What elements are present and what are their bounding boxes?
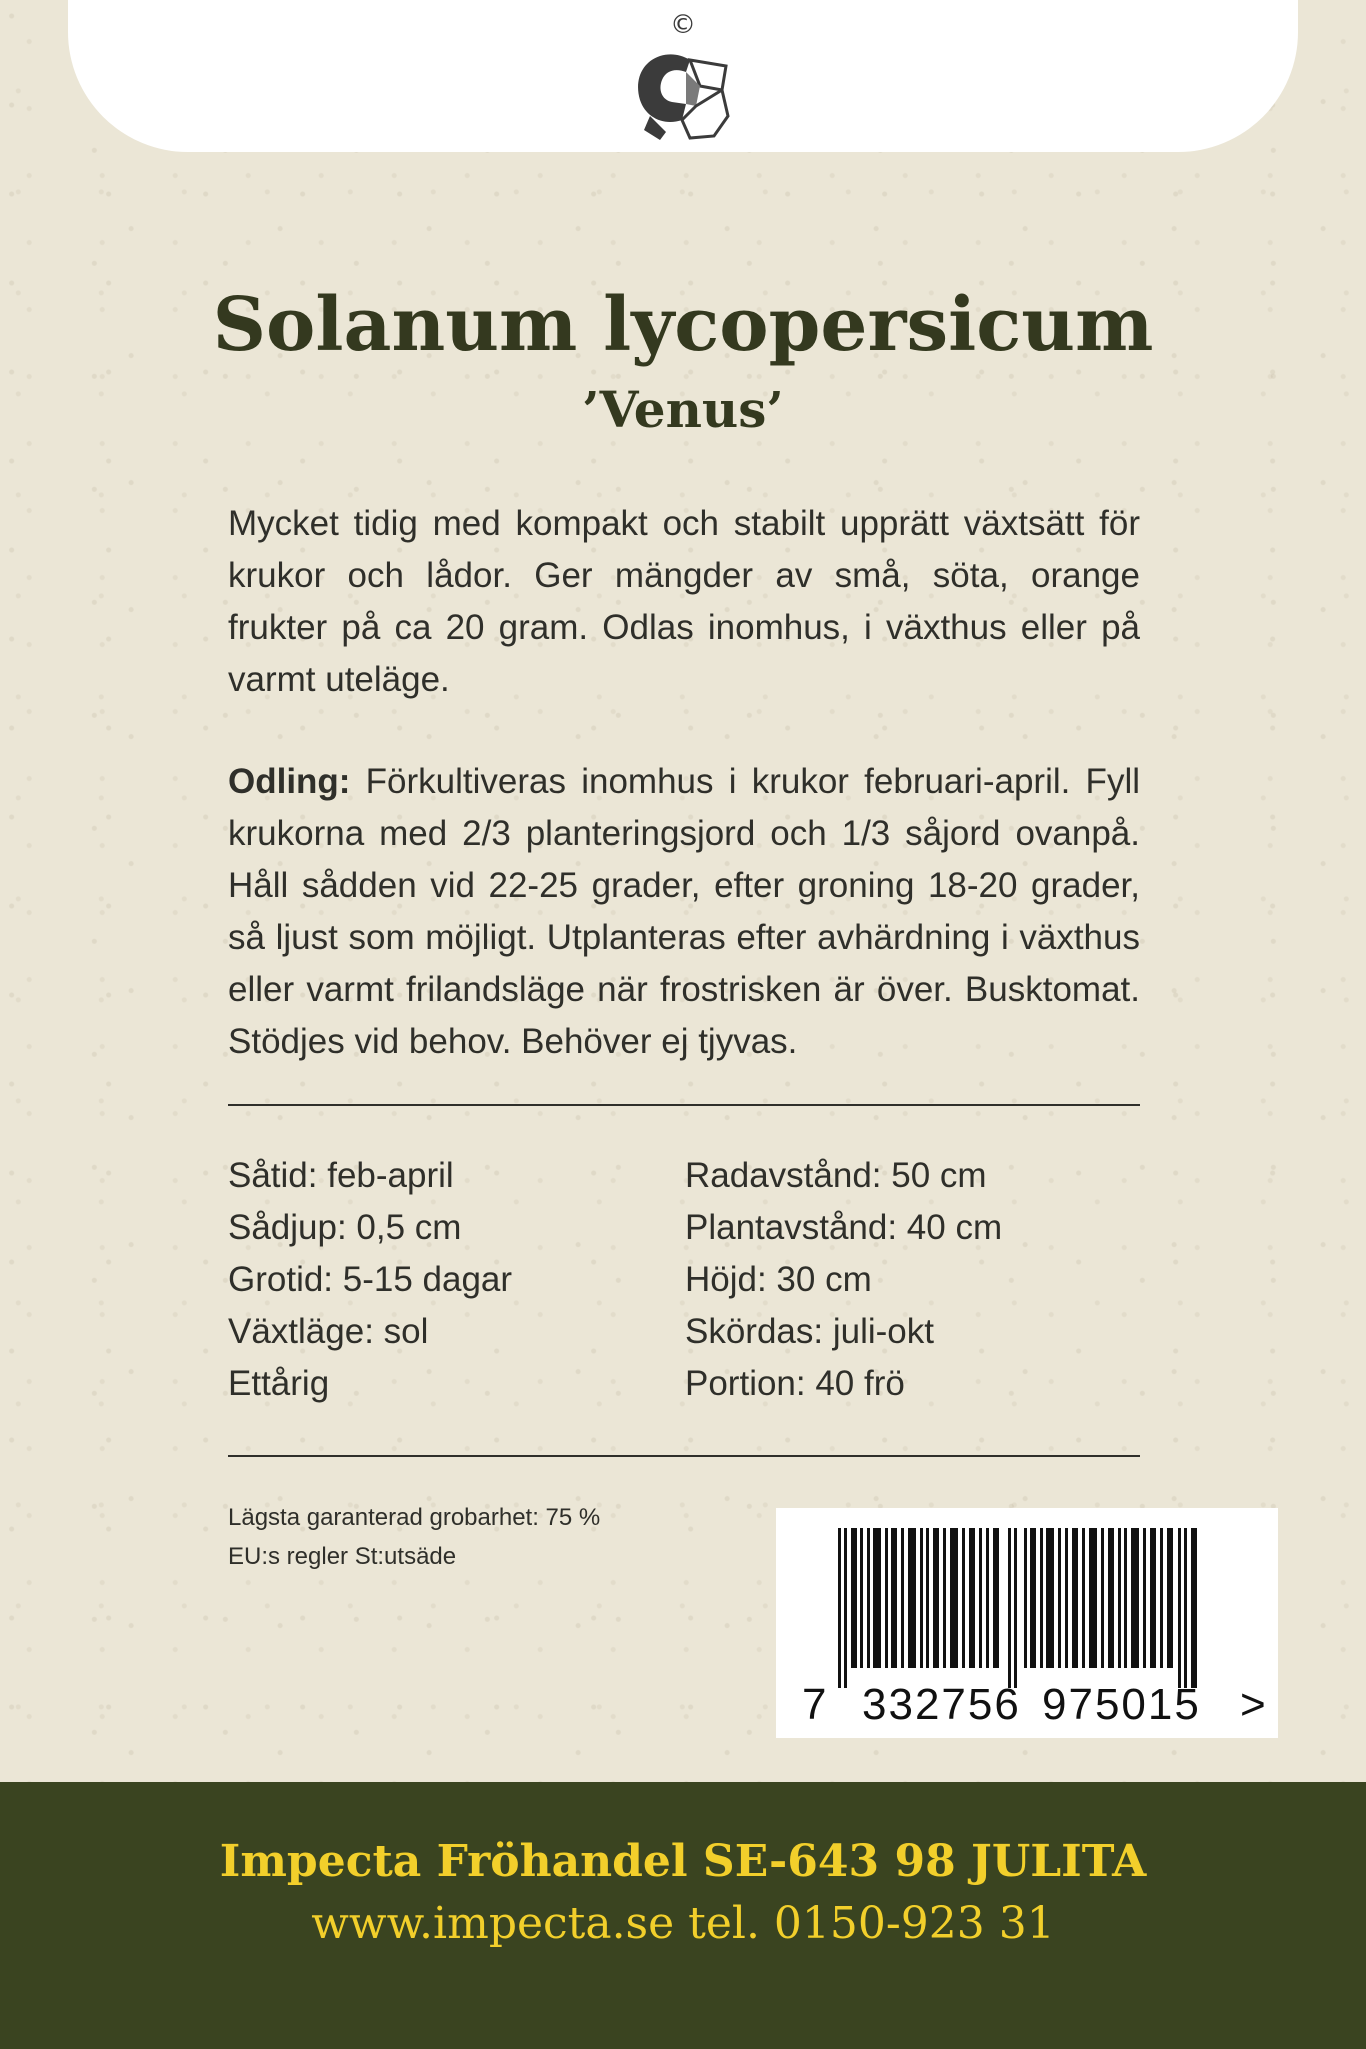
footer-contact: www.impecta.se tel. 0150-923 31 <box>311 1898 1055 1949</box>
spec-location: Växtläge: sol <box>228 1312 429 1351</box>
spec-sowing-depth: Sådjup: 0,5 cm <box>228 1208 462 1247</box>
description-text: Mycket tidig med kompakt och stabilt upprätt växtsätt för krukor och lådor. Ger mängder av små, söta, orange frukter på ca 20 gram. Odlas inomhus, i växthus eller på varmt uteläge. <box>228 504 1140 699</box>
spec-harvest: Skördas: juli-okt <box>685 1312 934 1351</box>
divider-bottom <box>228 1455 1140 1457</box>
germination-guarantee: Lägsta garanterad grobarhet: 75 % <box>228 1504 601 1531</box>
copyright-symbol: © <box>670 10 696 40</box>
spec-column-left <box>228 1150 512 1410</box>
barcode-first-digit: 7 <box>802 1680 827 1729</box>
spec-sowing-time: Såtid: feb-april <box>228 1156 454 1195</box>
barcode-group-1: 332756 <box>862 1680 1021 1729</box>
impecta-logo-icon <box>630 46 734 142</box>
barcode-arrow: > <box>1240 1680 1266 1729</box>
spec-germination-time: Grotid: 5-15 dagar <box>228 1260 513 1299</box>
eu-rules-note: EU:s regler St:utsäde <box>228 1543 457 1570</box>
spec-row-spacing: Radavstånd: 50 cm <box>685 1156 987 1195</box>
barcode <box>776 1508 1278 1738</box>
cultivation-paragraph <box>228 756 1140 1068</box>
cultivation-label: Odling: <box>228 762 351 801</box>
cultivation-text: Förkultiveras inomhus i krukor februari-april. Fyll krukorna med 2/3 planteringsjord och 1/3 såjord ovanpå. Håll sådden vid 22-25 grader, efter groning 18-20 grader, så ljust som möjligt. Utplanteras efter avhärdning i växthus eller varmt frilandsläge när frostrisken är över. Busktomat. Stödjes vid behov. Behöver ej tjyvas. <box>228 762 1140 1061</box>
logo-area <box>0 0 1366 150</box>
spec-height: Höjd: 30 cm <box>685 1260 872 1299</box>
spec-lifecycle: Ettårig <box>228 1364 330 1403</box>
variety-name: ’Venus’ <box>582 380 784 439</box>
spec-plant-spacing: Plantavstånd: 40 cm <box>685 1208 1003 1247</box>
barcode-group-2: 975015 <box>1042 1680 1201 1729</box>
footer-company-address: Impecta Fröhandel SE-643 98 JULITA <box>219 1836 1147 1887</box>
barcode-bars <box>838 1528 1202 1688</box>
spec-portion: Portion: 40 frö <box>685 1364 905 1403</box>
spec-column-right <box>685 1150 1002 1410</box>
species-title: Solanum lycopersicum <box>212 282 1154 368</box>
divider-top <box>228 1104 1140 1106</box>
